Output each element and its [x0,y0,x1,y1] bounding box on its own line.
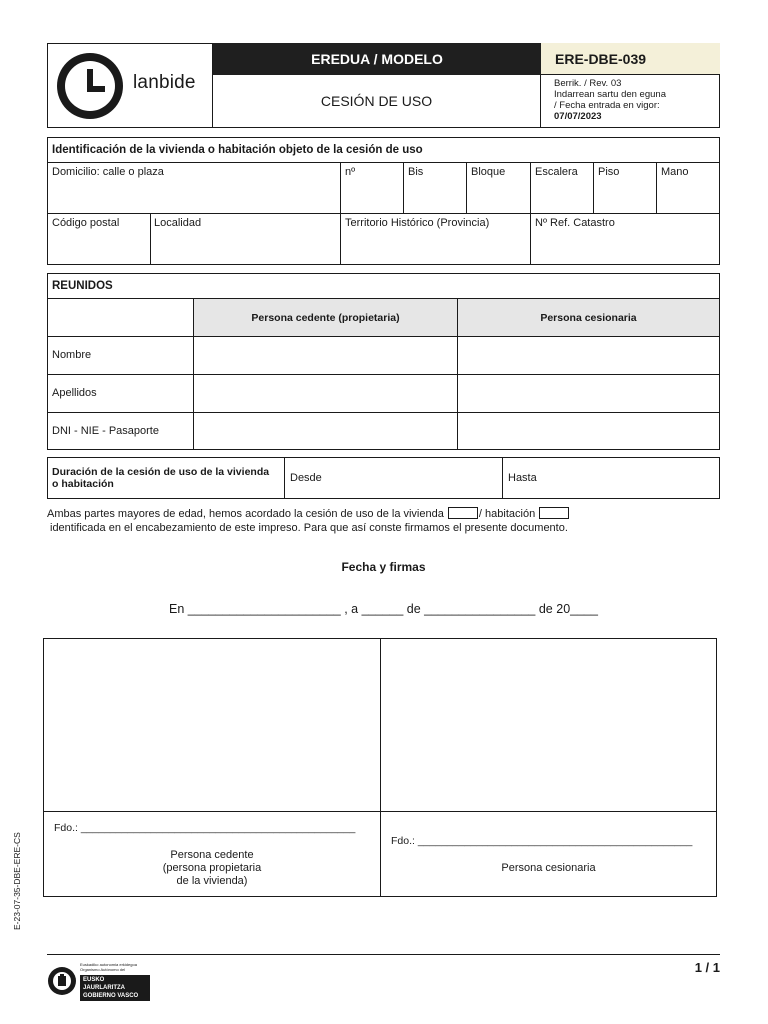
rev-line: / Fecha entrada en vigor: [554,100,660,111]
apellidos-cesionaria-input[interactable] [458,375,719,412]
desde-field[interactable]: Desde [290,472,322,484]
ref-catastro-field[interactable]: Nº Ref. Catastro [535,217,615,229]
dni-cedente-input[interactable] [194,413,457,449]
duracion-label: Duración de la cesión de uso de la vivienda o habitación [52,466,270,490]
rev-line: Indarrean sartu den eguna [554,89,666,100]
gov-small-text: Euskadiko autonomia erkidegoa Organismo Autónomo del [80,962,137,972]
bloque-field[interactable]: Bloque [471,166,506,178]
duracion-table [47,457,720,499]
date-line[interactable]: En ______________________ , a ______ de ________________ de 20____ [169,602,598,616]
logo-text: lanbide [133,72,196,93]
apellidos-cedente-input[interactable] [194,375,457,412]
escalera-field[interactable]: Escalera [535,166,578,178]
codigo-postal-field[interactable]: Código postal [52,217,120,229]
dni-cesionaria-input[interactable] [458,413,719,449]
habitacion-checkbox[interactable] [539,507,569,519]
localidad-field[interactable]: Localidad [154,217,202,229]
row-label-dni: DNI - NIE - Pasaporte [52,425,159,437]
vivienda-title: Identificación de la vivienda o habitación objeto de la cesión de uso [52,144,423,156]
coat-of-arms-icon [47,964,77,998]
numero-field[interactable]: nº [345,166,356,178]
reunidos-title: REUNIDOS [52,280,113,292]
footer-divider [47,954,720,955]
gobierno-vasco-logo [47,962,157,998]
nombre-cedente-input[interactable] [194,337,457,374]
agreement-paragraph: Ambas partes mayores de edad, hemos acordado la cesión de uso de la vivienda / habitación identificada en el encabezamiento de este impreso. Para que así conste firmamos el presente documento. [47,508,568,534]
form-code: ERE-DBE-039 [541,43,720,75]
col-cedente-header: Persona cedente (propietaria) [251,312,400,324]
lanbide-logo [47,43,213,128]
clock-logo-icon [57,53,123,119]
hasta-field[interactable]: Hasta [508,472,537,484]
page-number: 1 / 1 [694,960,720,975]
reunidos-table [47,273,720,450]
vivienda-checkbox[interactable] [448,507,478,519]
bis-field[interactable]: Bis [408,166,424,178]
col-cesionaria-header: Persona cesionaria [540,312,637,324]
row-label-nombre: Nombre [52,349,92,361]
cedente-signature-area[interactable] [44,639,380,811]
rev-line: Berrik. / Rev. 03 [554,78,622,89]
gov-name: EUSKO JAURLARITZA GOBIERNO VASCO [80,975,150,1001]
piso-field[interactable]: Piso [598,166,620,178]
cesionaria-signature-area[interactable] [381,639,716,811]
territorio-field[interactable]: Territorio Histórico (Provincia) [345,217,490,229]
revision-info [554,78,720,122]
row-label-apellidos: Apellidos [52,387,97,399]
vivienda-table [47,137,720,265]
nombre-cesionaria-input[interactable] [458,337,719,374]
fdo-cesionaria[interactable]: Fdo.: _______________________________________________ [391,835,693,847]
signature-box [43,638,717,897]
model-title: EREDUA / MODELO [213,43,541,75]
firmas-title: Fecha y firmas [341,560,426,574]
document-title: CESIÓN DE USO [213,75,541,128]
fdo-cedente[interactable]: Fdo.: _______________________________________________ [54,822,356,834]
cedente-caption: Persona cedente (persona propietaria de la vivienda) [162,849,262,887]
side-document-code: E-23-07-35-DBE-ERE-CS [12,832,22,930]
rev-date: 07/07/2023 [554,111,602,122]
mano-field[interactable]: Mano [661,166,689,178]
domicilio-field[interactable]: Domicilio: calle o plaza [52,166,164,178]
cesionaria-caption: Persona cesionaria [501,862,596,874]
